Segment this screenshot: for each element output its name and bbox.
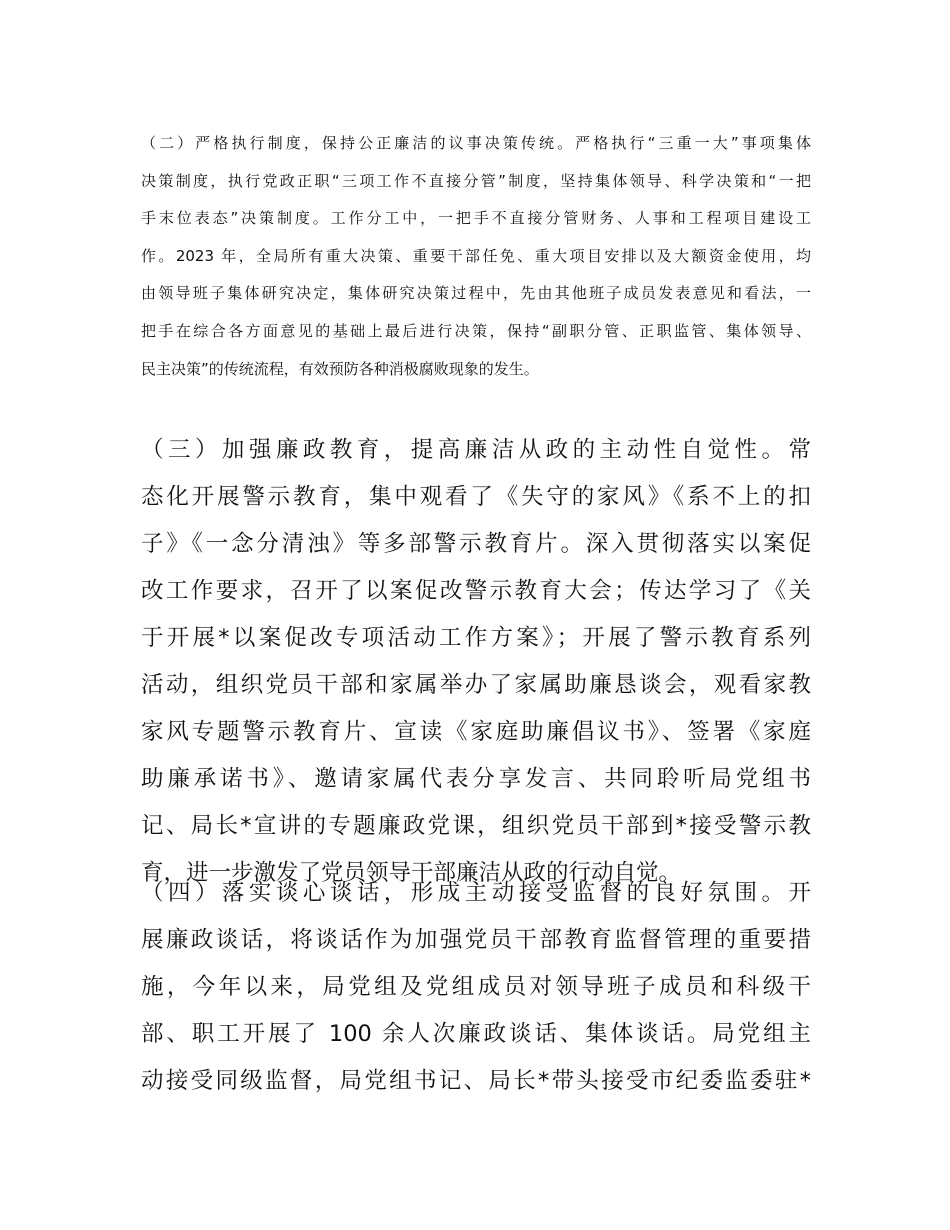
text-line: 部、职工开展了 100 余人次廉政谈话、集体谈话。局党组主	[141, 1021, 811, 1047]
text-line: 态化开展警示教育，集中观看了《失守的家风》《系不上的扣	[141, 484, 811, 510]
paragraph-decision-system	[141, 125, 811, 388]
text-line: 施，今年以来，局党组及党组成员对领导班子成员和科级干	[141, 974, 811, 1000]
text-line: 记、局长*宣讲的专题廉政党课，组织党员干部到*接受警示教	[141, 813, 811, 839]
text-line: 由领导班子集体研究决定，集体研究决策过程中，先由其他班子成员发表意见和看法，一	[141, 284, 811, 303]
text-line: 子》《一念分清浊》等多部警示教育片。深入贯彻落实以案促	[141, 531, 811, 557]
text-line: （二）严格执行制度，保持公正廉洁的议事决策传统。严格执行“三重一大”事项集体	[141, 134, 811, 152]
text-line: 活动，组织党员干部和家属举办了家属助廉恳谈会，观看家教	[141, 672, 811, 698]
text-line: 于开展*以案促改专项活动工作方案》；开展了警示教育系列	[141, 625, 811, 651]
text-line: （三）加强廉政教育，提高廉洁从政的主动性自觉性。常	[141, 437, 811, 463]
text-line: 作。2023 年，全局所有重大决策、重要干部任免、重大项目安排以及大额资金使用，均	[141, 246, 811, 265]
text-line: 助廉承诺书》、邀请家属代表分享发言、共同聆听局党组书	[141, 766, 811, 792]
text-line: （四）落实谈心谈话，形成主动接受监督的良好氛围。开	[141, 880, 811, 906]
text-line: 手末位表态”决策制度。工作分工中，一把手不直接分管财务、人事和工程项目建设工	[141, 209, 811, 228]
text-line: 育，进一步激发了党员领导干部廉洁从政的行动自觉。	[141, 860, 682, 886]
text-line: 动接受同级监督，局党组书记、局长*带头接受市纪委监委驻*	[141, 1068, 811, 1094]
paragraph-integrity-education	[141, 427, 811, 897]
text-line: 民主决策”的传统流程，有效预防各种消极腐败现象的发生。	[141, 359, 539, 378]
paragraph-heart-to-heart-talks	[141, 870, 811, 1105]
text-line: 展廉政谈话，将谈话作为加强党员干部教育监督管理的重要措	[141, 927, 811, 953]
text-line: 家风专题警示教育片、宣读《家庭助廉倡议书》、签署《家庭	[141, 719, 811, 745]
text-line: 把手在综合各方面意见的基础上最后进行决策，保持“副职分管、正职监管、集体领导、	[141, 321, 811, 340]
text-line: 改工作要求，召开了以案促改警示教育大会；传达学习了《关	[141, 578, 811, 604]
text-line: 决策制度，执行党政正职“三项工作不直接分管”制度，坚持集体领导、科学决策和“一把	[141, 171, 811, 190]
